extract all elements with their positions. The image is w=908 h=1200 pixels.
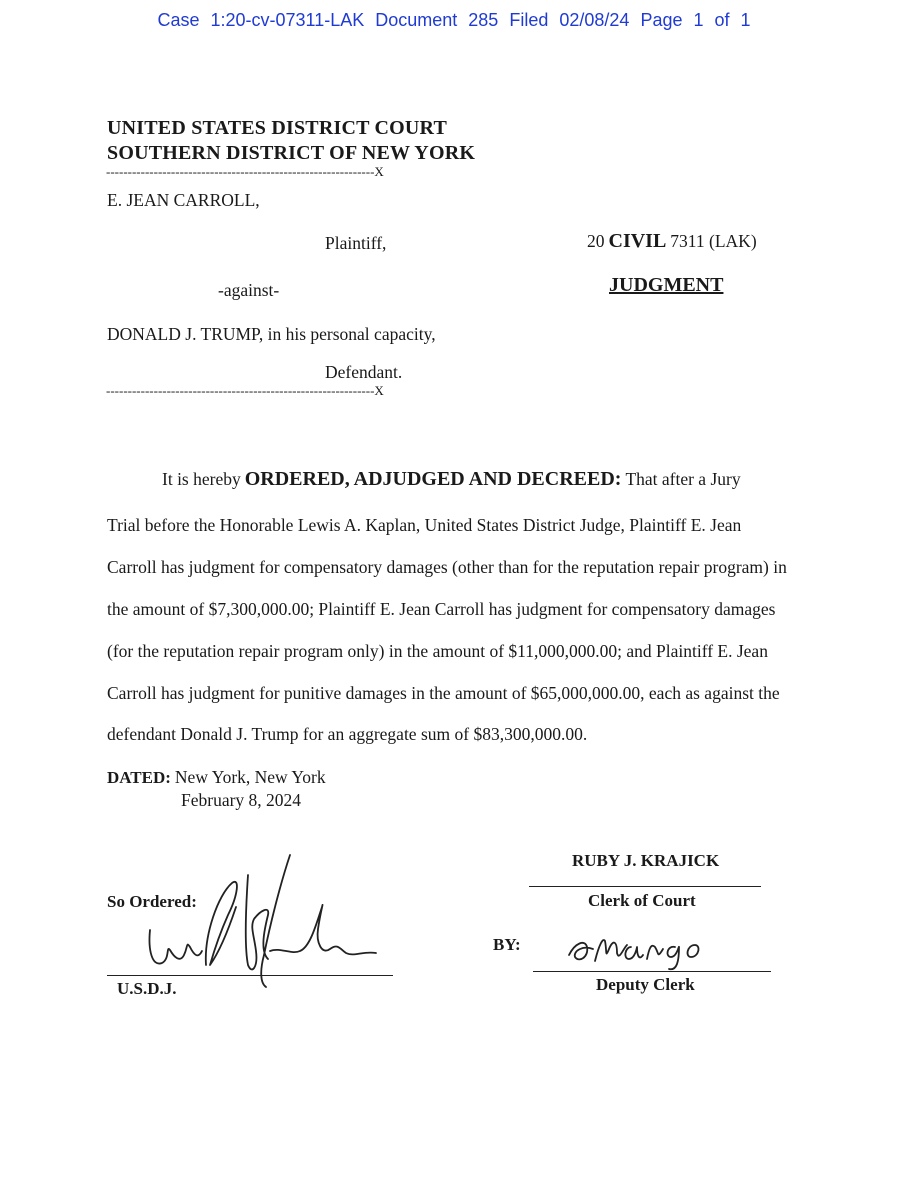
document-title: JUDGMENT — [609, 274, 724, 296]
case-number-civil: CIVIL — [608, 230, 667, 252]
usdj-label: U.S.D.J. — [117, 979, 177, 998]
case-number-post: 7311 (LAK) — [670, 231, 757, 251]
dated-block — [107, 767, 326, 788]
court-name-line2: SOUTHERN DISTRICT OF NEW YORK — [107, 142, 476, 164]
body-line-7: defendant Donald J. Trump for an aggregate sum of $83,300,000.00. — [107, 724, 588, 744]
body-ordered: ORDERED, ADJUDGED AND DECREED: — [244, 468, 622, 490]
defendant-name: DONALD J. TRUMP, in his personal capacity, — [107, 324, 436, 344]
plaintiff-name: E. JEAN CARROLL, — [107, 190, 260, 210]
caption-rule-top: --------------------------------------------------------------X — [106, 164, 384, 179]
body-line-4: the amount of $7,300,000.00; Plaintiff E. Jean Carroll has judgment for compensatory damages — [107, 599, 776, 619]
filing-header — [0, 10, 908, 31]
dated-label: DATED: — [107, 768, 171, 787]
body-line-6: Carroll has judgment for punitive damages in the amount of $65,000,000.00, each as against the — [107, 683, 780, 703]
plaintiff-role: Plaintiff, — [325, 233, 387, 253]
header-page: Page 1 of 1 — [640, 10, 751, 30]
body-line-5: (for the reputation repair program only) in the amount of $11,000,000.00; and Plaintiff E. Jean — [107, 641, 768, 661]
header-filed: Filed 02/08/24 — [509, 10, 630, 30]
judge-signature — [140, 855, 380, 990]
body-line-1 — [162, 468, 741, 491]
clerk-name: RUBY J. KRAJICK — [572, 851, 720, 870]
dated-place: New York, New York — [174, 767, 326, 787]
case-number-pre: 20 — [587, 231, 605, 251]
body-line-2: Trial before the Honorable Lewis A. Kaplan, United States District Judge, Plaintiff E. Jean — [107, 515, 742, 535]
clerk-line — [529, 886, 761, 887]
deputy-signature-line — [533, 971, 771, 972]
body-line-3: Carroll has judgment for compensatory damages (other than for the reputation repair program) in — [107, 557, 787, 577]
defendant-role: Defendant. — [325, 362, 403, 382]
so-ordered-label: So Ordered: — [107, 892, 197, 911]
deputy-signature — [565, 925, 725, 973]
by-label: BY: — [493, 935, 521, 954]
clerk-title: Clerk of Court — [588, 891, 696, 910]
against-label: -against- — [218, 280, 280, 300]
header-case: Case 1:20-cv-07311-LAK — [157, 10, 365, 30]
body-intro: It is hereby — [162, 469, 241, 489]
case-number — [587, 230, 757, 253]
header-document: Document 285 — [375, 10, 499, 30]
judge-signature-line — [107, 975, 393, 976]
deputy-clerk-label: Deputy Clerk — [596, 975, 695, 994]
court-name-line1: UNITED STATES DISTRICT COURT — [107, 117, 447, 139]
body-line1-tail: That after a Jury — [625, 469, 741, 489]
dated-date: February 8, 2024 — [181, 790, 302, 810]
caption-rule-bottom: --------------------------------------------------------------X — [106, 383, 384, 398]
